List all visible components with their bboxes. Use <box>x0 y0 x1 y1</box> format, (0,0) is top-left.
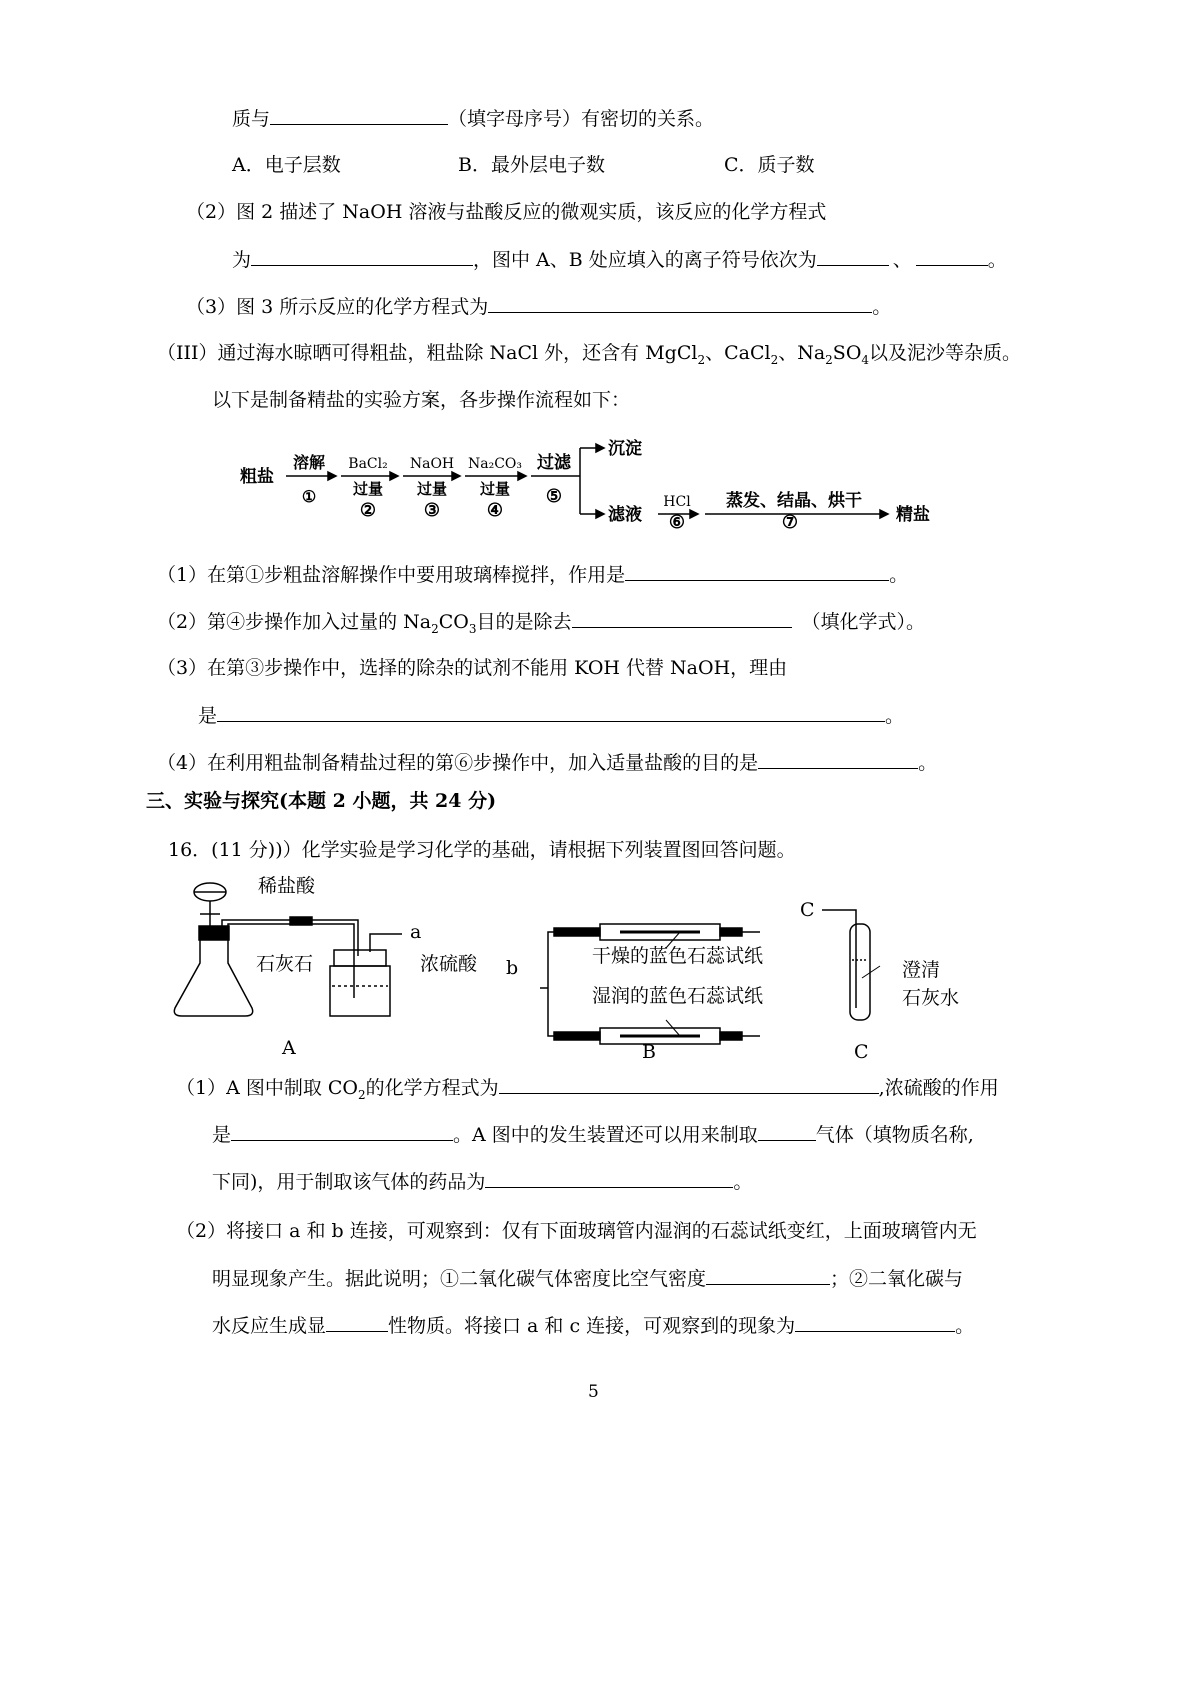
text: 为 <box>232 249 252 271</box>
apparatus-figure <box>0 868 1190 1068</box>
flow-end: 精盐 <box>896 505 930 525</box>
step4-amount: 过量 <box>479 480 511 498</box>
text: 质与 <box>232 108 271 130</box>
answer-blank[interactable] <box>625 562 889 581</box>
subscript: 2 <box>825 352 833 367</box>
question-line <box>186 294 891 319</box>
subscript: 3 <box>468 621 477 636</box>
text: 性物质。将接口 a 和 c 连接，可观察到的现象为 <box>388 1315 796 1337</box>
question-line: （3）在第③步操作中，选择的除杂的试剂不能用 KOH 代替 NaOH，理由 <box>157 657 788 679</box>
question-line <box>212 1266 963 1291</box>
label-dry-paper: 干燥的蓝色石蕊试纸 <box>592 945 764 967</box>
answer-blank[interactable] <box>251 247 473 266</box>
label-conc-h2so4: 浓硫酸 <box>420 953 478 975</box>
step1-number: ① <box>301 487 317 506</box>
text: 。 <box>987 249 1007 271</box>
step5-label: 过滤 <box>537 453 571 473</box>
conical-flask <box>174 928 252 1016</box>
text: 。 <box>918 752 938 774</box>
question-line <box>212 1313 974 1338</box>
question-line <box>232 106 714 131</box>
question-line: （2）图 2 描述了 NaOH 溶液与盐酸反应的微观实质，该反应的化学方程式 <box>186 201 827 223</box>
step3-amount: 过量 <box>416 480 448 498</box>
step5-number: ⑤ <box>545 486 563 507</box>
text: 以及泥沙等杂质。 <box>869 342 1022 364</box>
text: （2）第④步操作加入过量的 Na <box>157 611 432 633</box>
answer-blank[interactable] <box>488 294 872 313</box>
answer-blank[interactable] <box>916 247 988 266</box>
question-line <box>232 247 1007 272</box>
answer-blank[interactable] <box>758 1122 816 1141</box>
step2-number: ② <box>359 500 377 521</box>
question-line: 以下是制备精盐的实验方案，各步操作流程如下： <box>212 389 631 411</box>
step4-number: ④ <box>486 500 504 521</box>
label-dilute-hcl: 稀盐酸 <box>258 875 316 897</box>
text: （填化学式）。 <box>801 611 926 633</box>
text: 、 <box>892 249 912 271</box>
text: 。 <box>872 296 892 318</box>
label-limewater-1: 澄清 <box>902 959 941 981</box>
test-tube <box>850 924 870 1020</box>
option-a: A．电子层数 <box>232 154 341 176</box>
answer-blank[interactable] <box>572 609 792 628</box>
label-apparatus-c: C <box>854 1041 869 1063</box>
text: 。A 图中的发生装置还可以用来制取 <box>453 1124 758 1146</box>
flow-start: 粗盐 <box>240 467 274 487</box>
step7-number: ⑦ <box>781 512 799 530</box>
label-apparatus-b: B <box>642 1041 656 1063</box>
question-line <box>212 1122 974 1147</box>
step6-number: ⑥ <box>668 512 686 530</box>
answer-blank[interactable] <box>706 1266 830 1285</box>
text: （III）通过海水晾晒可得粗盐，粗盐除 NaCl 外，还含有 MgCl <box>157 342 698 364</box>
text: ，图中 A、B 处应填入的离子符号依次为 <box>473 249 817 271</box>
text: 水反应生成显 <box>212 1315 327 1337</box>
label-limewater-2: 石灰水 <box>902 987 960 1009</box>
subscript: 2 <box>697 352 706 367</box>
text: （3）图 3 所示反应的化学方程式为 <box>186 296 489 318</box>
step2-amount: 过量 <box>352 480 384 498</box>
answer-blank[interactable] <box>795 1313 955 1332</box>
answer-blank[interactable] <box>231 1122 453 1141</box>
question-line: （2）将接口 a 和 b 连接，可观察到：仅有下面玻璃管内湿润的石蕊试纸变红，上面玻璃管内无 <box>176 1220 977 1242</box>
question-line <box>198 703 904 728</box>
step6-reagent: HCl <box>663 494 691 510</box>
step4-reagent: Na₂CO₃ <box>467 456 523 472</box>
step3-reagent: NaOH <box>409 456 455 472</box>
text: （1）在第①步粗盐溶解操作中要用玻璃棒搅拌，作用是 <box>157 564 626 586</box>
subscript: 2 <box>431 621 439 636</box>
answer-blank[interactable] <box>758 750 918 769</box>
question-line: 16．(11 分))）化学实验是学习化学的基础，请根据下列装置图回答问题。 <box>168 839 796 861</box>
question-line <box>157 750 937 775</box>
subscript: 2 <box>358 1087 366 1102</box>
answer-blank[interactable] <box>499 1075 879 1094</box>
question-line <box>212 1169 752 1194</box>
bottle-neck <box>334 950 386 966</box>
text: 的化学方程式为 <box>365 1077 499 1099</box>
answer-blank[interactable] <box>485 1169 733 1188</box>
answer-blank[interactable] <box>270 106 448 125</box>
question-line <box>176 1075 999 1100</box>
label-port-c: C <box>800 899 815 921</box>
text: ；②二氧化碳与 <box>830 1268 964 1290</box>
answer-blank[interactable] <box>217 703 885 722</box>
subscript: 4 <box>861 352 870 367</box>
text: 是 <box>198 705 218 727</box>
question-line <box>157 341 1021 365</box>
option-b: B．最外层电子数 <box>458 154 605 176</box>
text: （4）在利用粗盐制备精盐过程的第⑥步操作中，加入适量盐酸的目的是 <box>157 752 759 774</box>
text: SO <box>832 342 862 364</box>
text: 。 <box>733 1171 753 1193</box>
subscript: 2 <box>770 352 779 367</box>
step3-number: ③ <box>423 500 441 521</box>
option-c: C．质子数 <box>724 154 815 176</box>
label-port-a: a <box>410 921 422 943</box>
label-port-b: b <box>506 957 519 979</box>
section-heading: 三、实验与探究(本题 2 小题，共 24 分) <box>146 790 497 812</box>
text: 明显现象产生。据此说明；①二氧化碳气体密度比空气密度 <box>212 1268 707 1290</box>
text: （1）A 图中制取 CO <box>176 1077 359 1099</box>
text: 。 <box>889 564 909 586</box>
text: 。 <box>885 705 905 727</box>
answer-blank[interactable] <box>817 247 889 266</box>
text: 下同)，用于制取该气体的药品为 <box>212 1171 486 1193</box>
step7-label: 蒸发、结晶、烘干 <box>726 491 862 511</box>
step1-label: 溶解 <box>292 453 326 472</box>
label-limestone: 石灰石 <box>256 953 314 975</box>
answer-blank[interactable] <box>326 1313 388 1332</box>
step2-reagent: BaCl₂ <box>348 456 388 472</box>
question-line <box>157 562 908 587</box>
text: ,浓硫酸的作用 <box>878 1077 999 1099</box>
text: 目的是除去 <box>476 611 572 633</box>
process-flowchart <box>0 430 1190 530</box>
page-number: 5 <box>588 1382 599 1402</box>
text: （填字母序号）有密切的关系。 <box>448 108 715 130</box>
wash-bottle <box>330 966 390 1016</box>
label-apparatus-a: A <box>282 1037 296 1059</box>
text: 、Na <box>778 342 826 364</box>
text: 是 <box>212 1124 232 1146</box>
label-wet-paper: 湿润的蓝色石蕊试纸 <box>592 985 764 1007</box>
filtrate-label: 滤液 <box>608 505 642 525</box>
stopper <box>199 926 229 940</box>
text: 气体（填物质名称, <box>815 1124 974 1146</box>
text: 、CaCl <box>705 342 771 364</box>
question-line <box>157 609 925 634</box>
text: 。 <box>955 1315 975 1337</box>
precipitate-label: 沉淀 <box>608 439 642 459</box>
text: CO <box>438 611 469 633</box>
